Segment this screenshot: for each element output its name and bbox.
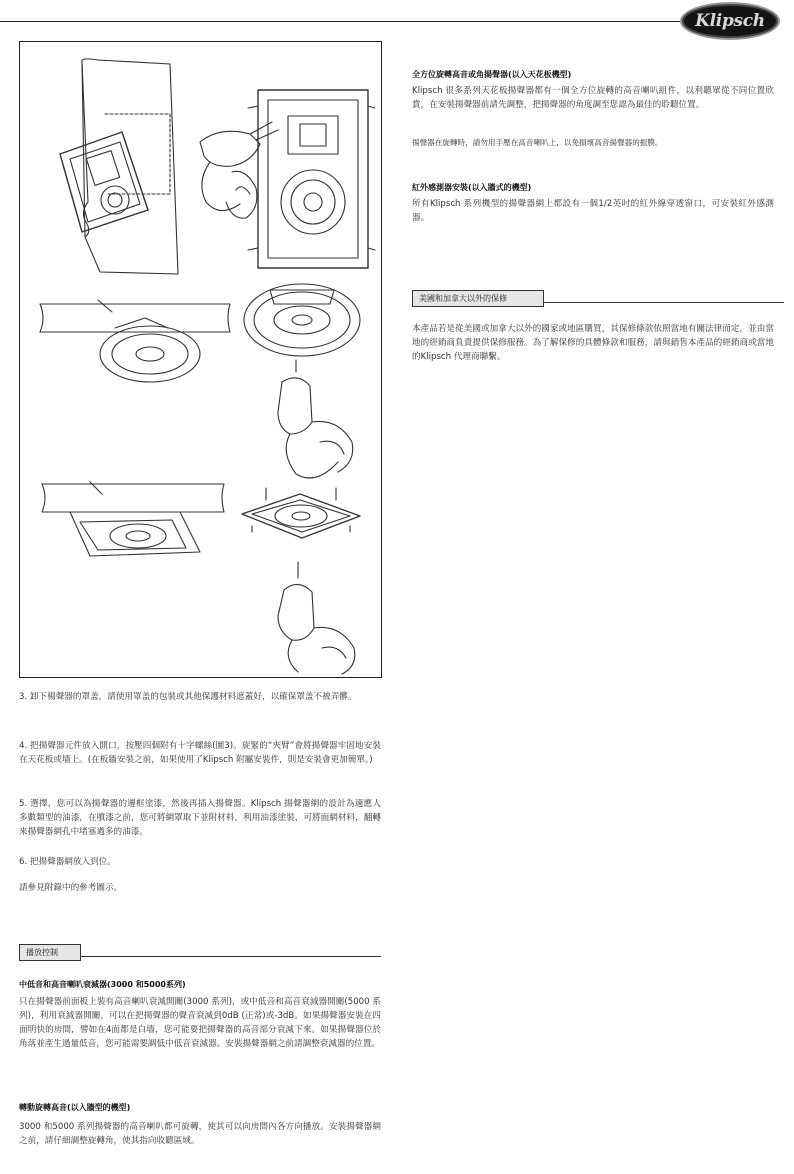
section-rule-left: [81, 956, 381, 957]
wall-speaker-illustration: [60, 59, 375, 274]
step-4: 4. 把揚聲器元件放入開口，按壓四個附有十字螺絲(圖3)。旋緊的“夾臂”會將揚聲器牢固地安裝在天花板或墻上。(在板牆安裝之前，如果使用了Klipsch 附屬安裝件，則是安裝會更加簡單。): [19, 741, 381, 765]
step-3: 3. 卸下楊聲器的罩盖，請使用罩盖的包裝或其他保護材料遮蓋好，以確保罩盖不被弄髒。: [19, 692, 357, 702]
ceiling-square-speaker-illustration: [42, 482, 360, 674]
warranty-body: 本產品若是從美國或加拿大以外的國家或地區購買，其保修條款依照當地有關法律而定，並由當地的經銷商負責提供保修服務。為了解保修的具體條款和服務，請與銷售本產品的經銷商或當地的Klipsch 代理商聯繫。: [412, 324, 774, 362]
installation-illustrations: [20, 42, 380, 676]
section-rule-right: [544, 302, 784, 303]
installation-figure: [19, 41, 382, 678]
klipsch-logo: [680, 2, 780, 40]
logo-text: Klipsch: [695, 11, 765, 31]
ceiling-round-speaker-illustration: [40, 284, 360, 478]
tweeter-heading: 轉動旋轉高音(以入牆型的機型): [19, 1103, 131, 1112]
appendix-note: 請參見附錄中的參考圖示。: [19, 883, 123, 893]
ir-body: 所有Klipsch 系列機型的揚聲器網上都設有一個1/2英吋的紅外線穿透窗口，可安裝紅外感測器。: [412, 199, 774, 223]
rotation-body: Klipsch 很多系列天花板揚聲器都有一個全方位旋轉的高音喇叭組件，以利聽眾從不同位置欣賞，在安裝揚聲器前請先調整，把揚聲器的角度調至您認為最佳的聆聽位置。: [412, 86, 774, 110]
section-tab-warranty: 美國和加拿大以外的保修: [412, 290, 544, 307]
rotation-note: 揚聲器在旋轉時，請勿用手壓在高音喇叭上，以免損壞高音揚聲器的振膜。: [412, 138, 663, 147]
attenuator-heading: 中低音和高音喇叭衰減器(3000 和5000系列): [19, 980, 186, 989]
header-rule: [0, 21, 700, 22]
step-5: 5. 選擇，您可以為揚聲器的邊框塗漆，然後再插入揚聲器。Klipsch 揚聲器網的設計為適應人多數類型的油漆，在噴漆之前，您可將網罩取下並附材料，利用油漆塗裝，可將面網材料，翻轉來揚聲器網孔中堵塞過多的油漆。: [19, 799, 381, 837]
tweeter-body: 3000 和5000 系列揚聲器的高音喇叭都可旋轉，使其可以向房間內各方向播放。安裝揚聲器網之前，請仔細調整旋轉角，使其指向收聽區域。: [19, 1122, 381, 1146]
attenuator-body: 只在揚聲器前面板上裝有高音喇叭衰減開關(3000 系列)，或中低音和高音衰減器開關(5000 系列)，利用衰減器開關，可以在把揚聲器的聲音衰減到0dB (正常)或-3dB。如果揚聲器安裝在四面明快的房間，譬如在4面都是白墻，您可能要把揚聲器的高音部分衰減下來。如果揚聲器位於角落並產生過量低音，您可能需要調低中低音衰減器。安裝揚聲器網之前請調整衰減器的位置。: [19, 997, 381, 1049]
ir-heading: 紅外感測器安裝(以入牆式的機型): [412, 183, 532, 192]
step-6: 6. 把揚聲器網放入到位。: [19, 857, 116, 867]
section-tab-playback: 播放控制: [19, 944, 81, 961]
rotation-heading: 全方位旋轉高音或角揚聲器(以入天花板機型): [412, 70, 572, 79]
